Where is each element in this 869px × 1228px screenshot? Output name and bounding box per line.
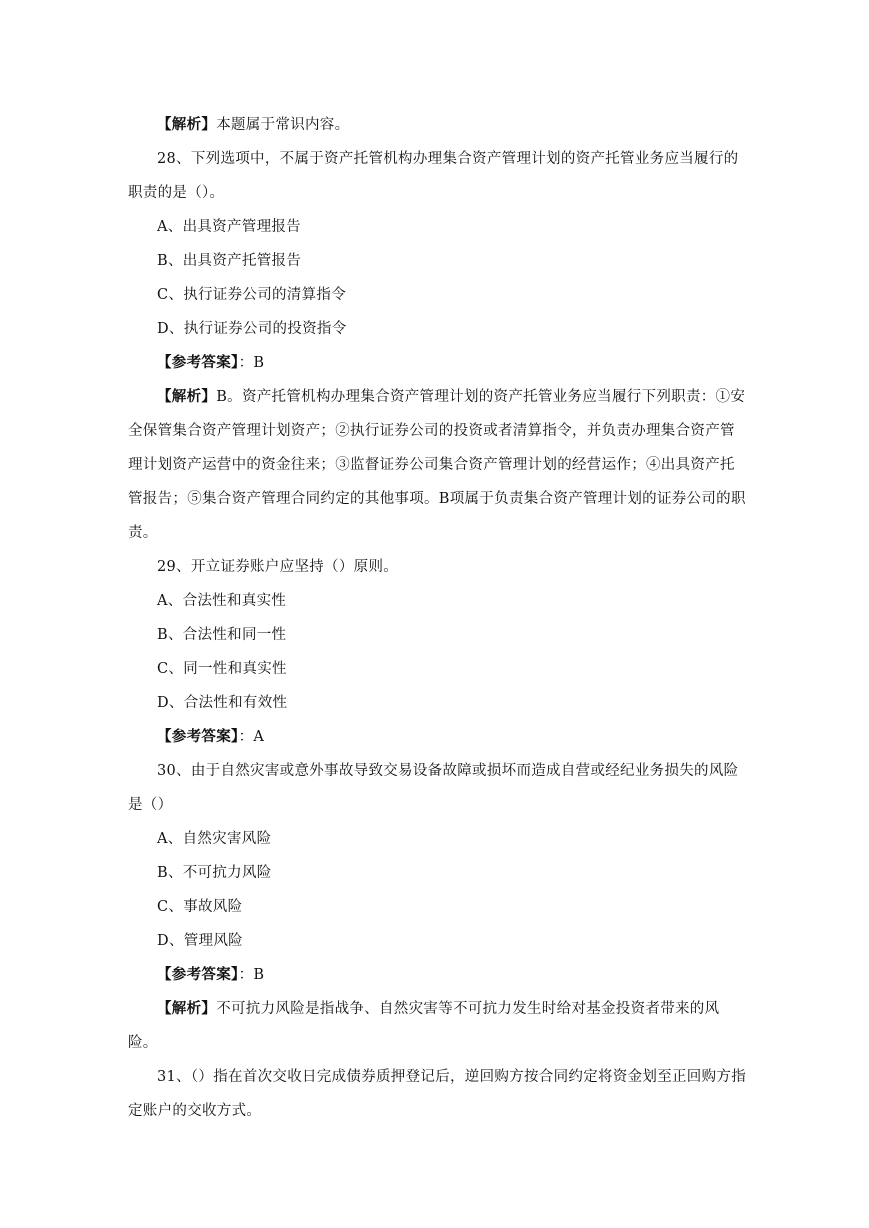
option-c bbox=[128, 278, 748, 312]
answer-paragraph bbox=[128, 958, 748, 992]
analysis-paragraph bbox=[128, 380, 748, 550]
option-text: A、出具资产管理报告 bbox=[157, 219, 301, 235]
option-d bbox=[128, 686, 748, 720]
analysis-label: 【解析】 bbox=[157, 1000, 217, 1017]
option-text: C、执行证券公司的清算指令 bbox=[157, 287, 346, 303]
question-text: 29、开立证券账户应坚持（）原则。 bbox=[157, 559, 399, 575]
option-b bbox=[128, 618, 748, 652]
document-body bbox=[128, 108, 748, 1128]
option-text: B、合法性和同一性 bbox=[157, 627, 287, 643]
option-a bbox=[128, 822, 748, 856]
analysis-text: B。资产托管机构办理集合资产管理计划的资产托管业务应当履行下列职责：①安全保管集合资产管理计划资产；②执行证券公司的投资或者清算指令，并负责办理集合资产管理计划资产运营中的资金往来；③监督证券公司集合资产管理计划的经营运作；④出具资产托管报告；⑤集合资产管理合同约定的其他事项。B项属于负责集合资产管理计划的证券公司的职责。 bbox=[128, 389, 746, 541]
answer-paragraph bbox=[128, 346, 748, 380]
analysis-text: 本题属于常识内容。 bbox=[216, 117, 350, 133]
question-text: 30、由于自然灾害或意外事故导致交易设备故障或损坏而造成自营或经纪业务损失的风险是（） bbox=[128, 763, 739, 813]
analysis-paragraph bbox=[128, 992, 748, 1060]
option-a bbox=[128, 584, 748, 618]
answer-label: 【参考答案】 bbox=[157, 354, 239, 371]
question-31 bbox=[128, 1060, 748, 1128]
answer-label: 【参考答案】 bbox=[157, 966, 239, 983]
option-c bbox=[128, 652, 748, 686]
analysis-paragraph bbox=[128, 108, 748, 142]
option-a bbox=[128, 210, 748, 244]
answer-label: 【参考答案】 bbox=[157, 728, 239, 745]
option-text: A、自然灾害风险 bbox=[157, 831, 272, 847]
question-30 bbox=[128, 754, 748, 822]
option-d bbox=[128, 312, 748, 346]
answer-value: ：B bbox=[238, 967, 265, 983]
option-text: A、合法性和真实性 bbox=[157, 593, 287, 609]
option-text: D、执行证券公司的投资指令 bbox=[157, 321, 347, 337]
option-d bbox=[128, 924, 748, 958]
option-text: B、不可抗力风险 bbox=[157, 865, 272, 881]
option-c bbox=[128, 890, 748, 924]
question-29 bbox=[128, 550, 748, 584]
analysis-label: 【解析】 bbox=[157, 116, 217, 133]
analysis-text: 不可抗力风险是指战争、自然灾害等不可抗力发生时给对基金投资者带来的风险。 bbox=[128, 1001, 720, 1051]
answer-paragraph bbox=[128, 720, 748, 754]
question-text: 28、下列选项中，不属于资产托管机构办理集合资产管理计划的资产托管业务应当履行的职责的是（）。 bbox=[128, 151, 739, 201]
option-text: C、同一性和真实性 bbox=[157, 661, 287, 677]
option-text: C、事故风险 bbox=[157, 899, 243, 915]
analysis-label: 【解析】 bbox=[157, 388, 217, 405]
option-text: B、出具资产托管报告 bbox=[157, 253, 302, 269]
option-text: D、管理风险 bbox=[157, 933, 243, 949]
question-28 bbox=[128, 142, 748, 210]
option-text: D、合法性和有效性 bbox=[157, 695, 288, 711]
question-text: 31、（）指在首次交收日完成债券质押登记后，逆回购方按合同约定将资金划至正回购方指定账户的交收方式。 bbox=[128, 1069, 746, 1119]
option-b bbox=[128, 244, 748, 278]
answer-value: ：B bbox=[238, 355, 265, 371]
answer-value: ：A bbox=[238, 729, 265, 745]
option-b bbox=[128, 856, 748, 890]
